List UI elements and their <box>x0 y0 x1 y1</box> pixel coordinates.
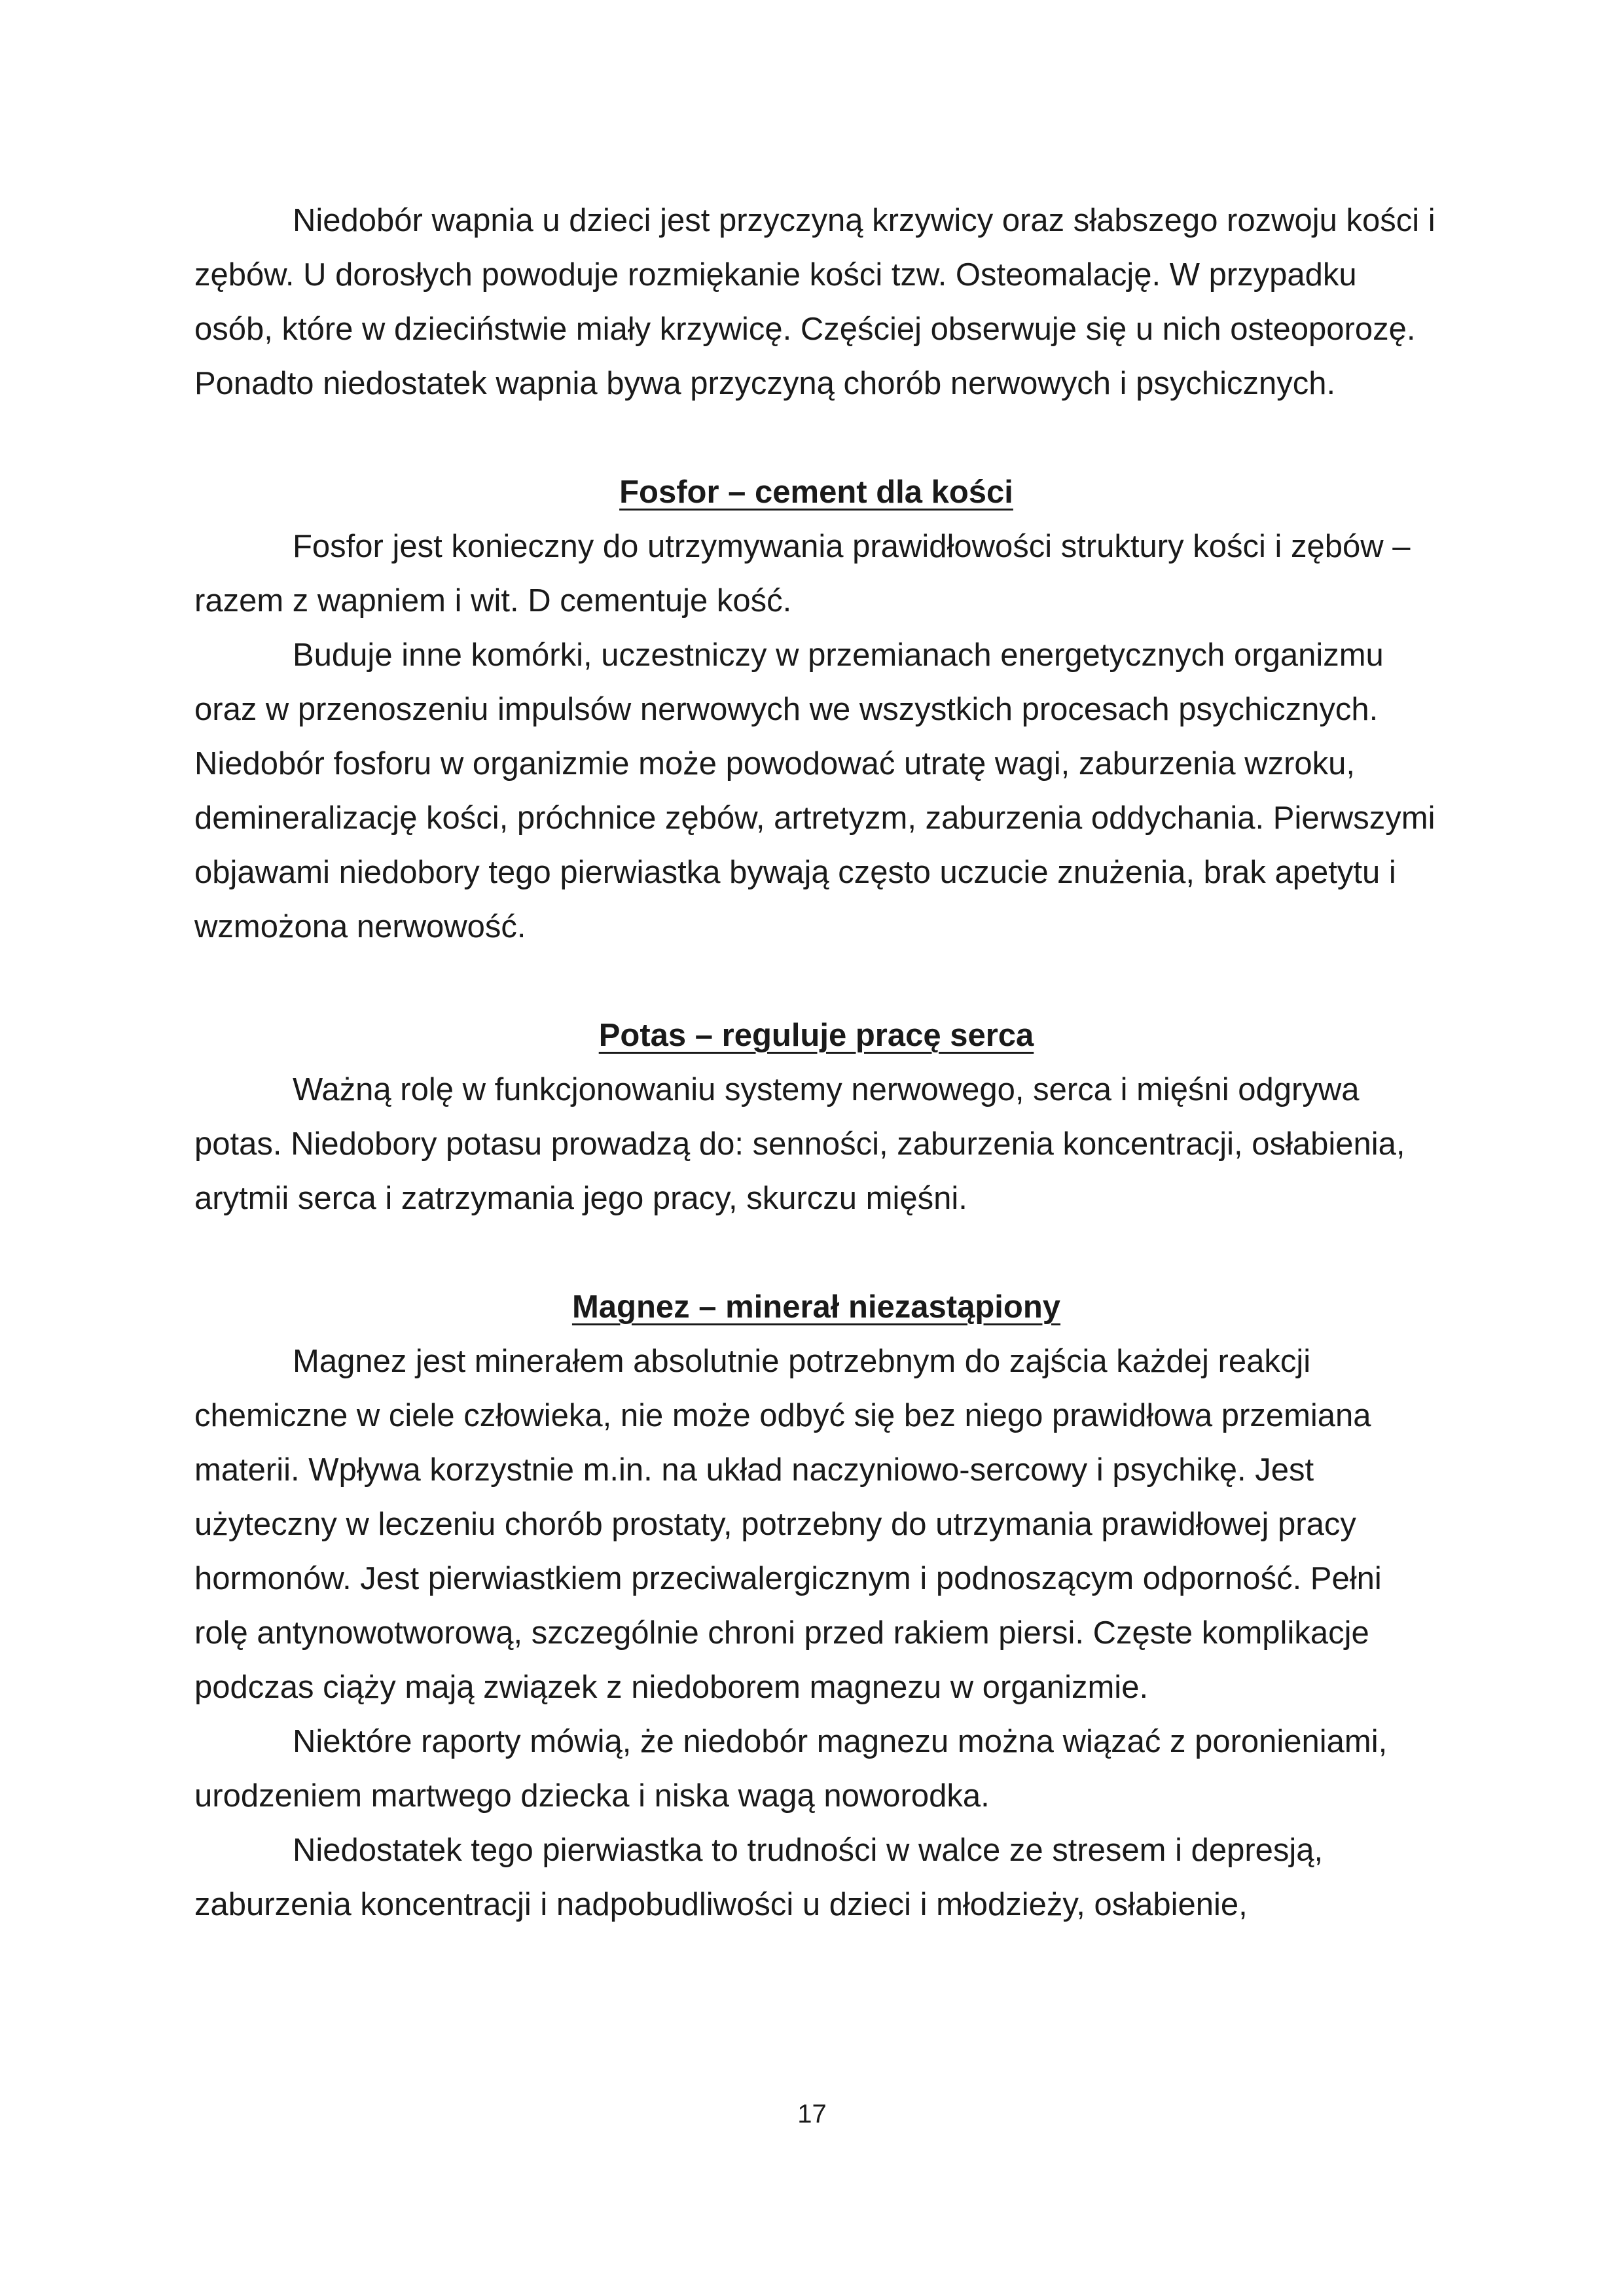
section-gap <box>194 411 1438 465</box>
document-page <box>194 194 1438 1932</box>
section-heading-magnesium: Magnez – minerał niezastąpiony <box>571 1289 1061 1325</box>
section-gap <box>194 1226 1438 1280</box>
section-heading-phosphorus: Fosfor – cement dla kości <box>619 475 1013 510</box>
paragraph: Niedostatek tego pierwiastka to trudności w walce ze stresem i depresją, zaburzenia koncentracji i nadpobudliwości u dzieci i młodzieży, osłabienie, <box>194 1833 1324 1922</box>
page-number: 17 <box>797 2100 827 2128</box>
paragraph: Niektóre raporty mówią, że niedobór magnezu można wiązać z poronieniami, urodzeniem martwego dziecka i niska wagą noworodka. <box>194 1724 1388 1814</box>
section-potassium <box>194 1009 1438 1226</box>
paragraph: Magnez jest minerałem absolutnie potrzebnym do zajścia każdej reakcji chemiczne w ciele człowieka, nie może odbyć się bez niego prawidłowa przemiana materii. Wpływa korzystnie m.in. na układ naczyniowo-sercowy i psychikę. Jest użyteczny w leczeniu chorób prostaty, potrzebny do utrzymania prawidłowej pracy hormonów. Jest pierwiastkiem przeciwalergicznym i podnoszącym odporność. Pełni rolę antynowotworową, szczególnie chroni przed rakiem piersi. Częste komplikacje podczas ciąży mają związek z niedoborem magnezu w organizmie. <box>194 1344 1382 1705</box>
section-gap <box>194 954 1438 1009</box>
section-heading-potassium: Potas – reguluje pracę serca <box>598 1018 1034 1053</box>
section-phosphorus <box>194 465 1438 954</box>
intro-paragraph: Niedobór wapnia u dzieci jest przyczyną krzywicy oraz słabszego rozwoju kości i zębów. U dorosłych powoduje rozmiękanie kości tzw. Osteomalację. W przypadku osób, które w dzieciństwie miały krzywicę. Częściej obserwuje się u nich osteoporozę. Ponadto niedostatek wapnia bywa przyczyną chorób nerwowych i psychicznych. <box>194 203 1435 401</box>
paragraph: Buduje inne komórki, uczestniczy w przemianach energetycznych organizmu oraz w przenoszeniu impulsów nerwowych we wszystkich procesach psychicznych. Niedobór fosforu w organizmie może powodować utratę wagi, zaburzenia wzroku, demineralizację kości, próchnice zębów, artretyzm, zaburzenia oddychania. Pierwszymi objawami niedobory tego pierwiastka bywają często uczucie znużenia, brak apetytu i wzmożona nerwowość. <box>194 637 1435 944</box>
section-magnesium <box>194 1280 1438 1932</box>
paragraph: Fosfor jest konieczny do utrzymywania prawidłowości struktury kości i zębów – razem z wapniem i wit. D cementuje kość. <box>194 529 1411 619</box>
paragraph: Ważną rolę w funkcjonowaniu systemy nerwowego, serca i mięśni odgrywa potas. Niedobory potasu prowadzą do: senności, zaburzenia koncentracji, osłabienia, arytmii serca i zatrzymania jego pracy, skurczu mięśni. <box>194 1072 1405 1216</box>
